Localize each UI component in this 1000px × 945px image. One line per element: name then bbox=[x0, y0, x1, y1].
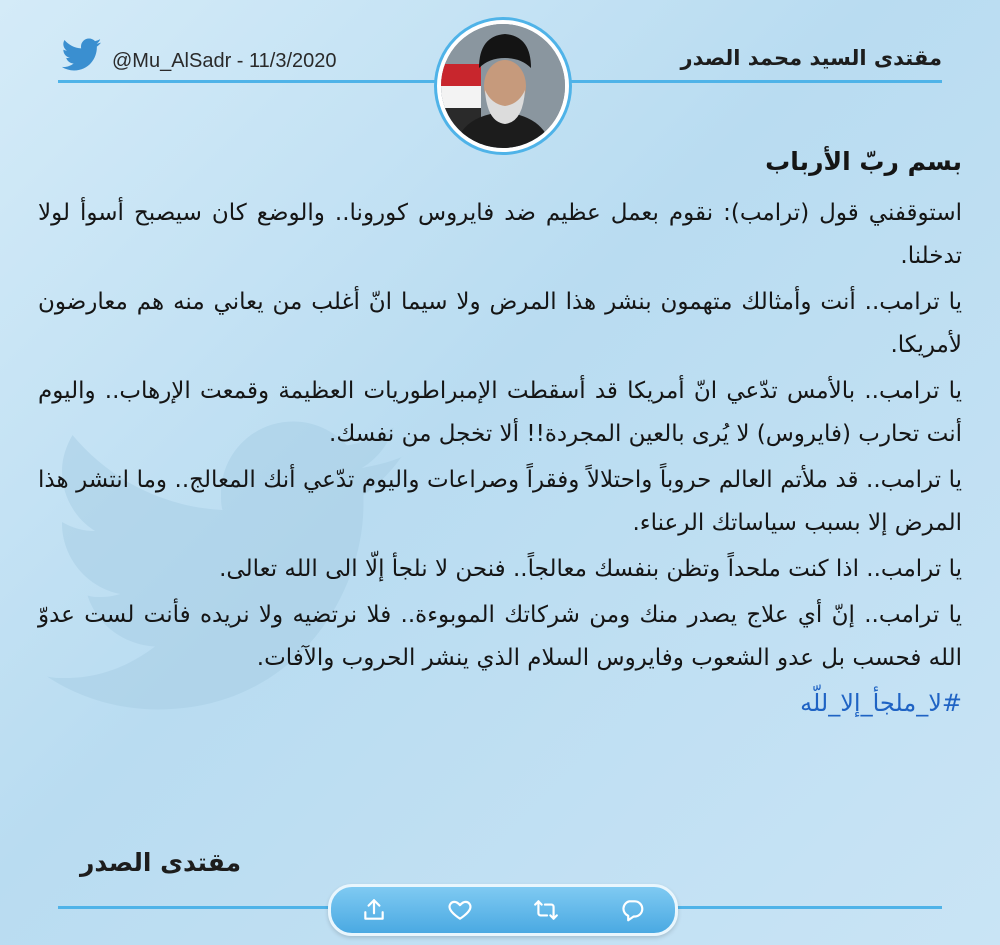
share-button[interactable] bbox=[357, 893, 391, 927]
avatar[interactable] bbox=[437, 20, 569, 152]
author-name[interactable]: مقتدى السيد محمد الصدر bbox=[680, 46, 942, 70]
tweet-paragraph: استوقفني قول (ترامب): نقوم بعمل عظيم ضد فايروس كورونا.. والوضع كان سيصبح أسوأ لولا تدخلنا. bbox=[38, 200, 962, 269]
tweet-paragraph: يا ترامب.. قد ملأتم العالم حروباً واحتلالاً وفقراً وصراعات واليوم تدّعي أنك المعالج.. وما انتشر هذا المرض إلا بسبب سياساتك الرعناء. bbox=[38, 467, 962, 536]
signature: مقتدى الصدر bbox=[80, 848, 242, 877]
tweet-paragraph: يا ترامب.. اذا كنت ملحداً وتظن بنفسك معالجاً.. فنحن لا نلجأ إلّا الى الله تعالى. bbox=[219, 556, 962, 582]
like-button[interactable] bbox=[443, 893, 477, 927]
retweet-icon bbox=[533, 897, 559, 923]
avatar-portrait bbox=[441, 24, 565, 148]
share-icon bbox=[361, 897, 387, 923]
tweet-body bbox=[38, 142, 962, 723]
reply-button[interactable] bbox=[615, 893, 649, 927]
tweet-greeting: بسم ربّ الأرباب bbox=[765, 147, 962, 176]
reply-icon bbox=[619, 897, 645, 923]
tweet-paragraph: يا ترامب.. أنت وأمثالك متهمون بنشر هذا المرض ولا سيما انّ أغلب من يعاني منه هم معارضون لأمريكا. bbox=[38, 289, 962, 358]
hashtag-link[interactable]: #لا_ملجأ_إلا_للّه bbox=[800, 689, 962, 717]
tweet-paragraph: يا ترامب.. بالأمس تدّعي انّ أمريكا قد أسقطت الإمبراطوريات العظيمة وقمعت الإرهاب.. واليوم أنت تحارب (فايروس) لا يُرى بالعين المجردة!! ألا تخجل من نفسك. bbox=[38, 378, 962, 447]
tweet-paragraph: يا ترامب.. إنّ أي علاج يصدر منك ومن شركاتك الموبوءة.. فلا نرتضيه ولا نريده فأنت لست عدوّ الله فحسب بل عدو الشعوب وفايروس السلام الذي ينشر الحروب والآفات. bbox=[38, 602, 962, 671]
author-handle-date[interactable]: @Mu_AlSadr - 11/3/2020 bbox=[112, 50, 337, 72]
header-divider-left bbox=[58, 80, 440, 83]
retweet-button[interactable] bbox=[529, 893, 563, 927]
tweet-action-bar bbox=[328, 884, 678, 936]
like-heart-icon bbox=[447, 897, 473, 923]
twitter-bird-icon bbox=[62, 38, 102, 72]
header-divider-right bbox=[562, 80, 942, 83]
